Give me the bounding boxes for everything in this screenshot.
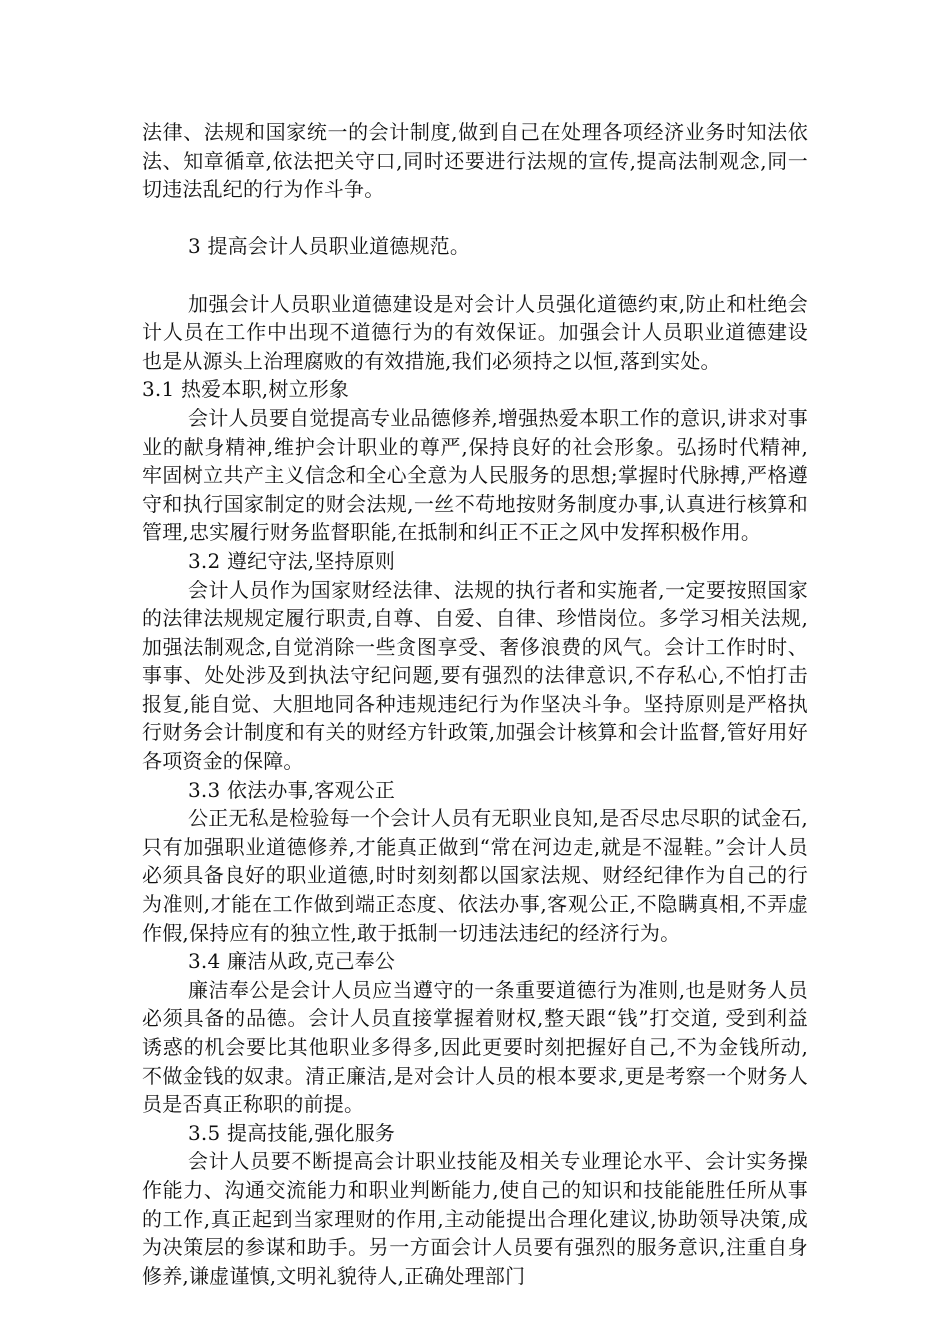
section-heading-3-4: 3.4 廉洁从政,克己奉公 (188, 949, 396, 974)
document-body (142, 118, 808, 1290)
paragraph-3-1: 会计人员要自觉提高专业品德修养,增强热爱本职工作的意识,讲求对事业的献身精神,维护会计职业的尊严,保持良好的社会形象。弘扬时代精神,牢固树立共产主义信念和全心全意为人民服务的思想;掌握时代脉搏,严格遵守和执行国家制定的财会法规,一丝不苟地按财务制度办事,认真进行核算和管理,忠实履行财务监督职能,在抵制和纠正不正之风中发挥积极作用。 (142, 405, 808, 545)
paragraph-3-4: 廉洁奉公是会计人员应当遵守的一条重要道德行为准则,也是财务人员必须具备的品德。会计人员直接掌握着财权,整天跟“钱”打交道, 受到利益诱惑的机会要比其他职业多得多,因此更要时刻把握好自己,不为金钱所动,不做金钱的奴隶。清正廉洁,是对会计人员的根本要求,更是考察一个财务人员是否真正称职的前提。 (142, 977, 808, 1117)
paragraph-legal-compliance: 法律、法规和国家统一的会计制度,做到自己在处理各项经济业务时知法依法、知章循章,依法把关守口,同时还要进行法规的宣传,提高法制观念,同一切违法乱纪的行为作斗争。 (142, 120, 808, 202)
paragraph-3-5: 会计人员要不断提高会计职业技能及相关专业理论水平、会计实务操作能力、沟通交流能力和职业判断能力,使自己的知识和技能能胜任所从事的工作,真正起到当家理财的作用,主动能提出合理化建议,协助领导决策,成为决策层的参谋和助手。另一方面会计人员要有强烈的服务意识,注重自身修养,谦虚谨慎,文明礼貌待人,正确处理部门 (142, 1149, 808, 1288)
section-heading-3: 3 提高会计人员职业道德规范。 (188, 234, 471, 259)
section-heading-3-5: 3.5 提高技能,强化服务 (188, 1120, 396, 1145)
paragraph-3-2: 会计人员作为国家财经法律、法规的执行者和实施者,一定要按照国家的法律法规规定履行职责,自尊、自爱、自律、珍惜岗位。多学习相关法规,加强法制观念,自觉消除一些贪图享受、奢侈浪费的风气。会计工作时时、事事、处处涉及到执法守纪问题,要有强烈的法律意识,不存私心,不怕打击报复,能自觉、大胆地同各种违规违纪行为作坚决斗争。坚持原则是严格执行财务会计制度和有关的财经方针政策,加强会计核算和会计监督,管好用好各项资金的保障。 (142, 577, 808, 774)
section-heading-3-3: 3.3 依法办事,客观公正 (188, 777, 396, 802)
section-heading-3-2: 3.2 遵纪守法,坚持原则 (188, 548, 396, 573)
section-heading-3-1: 3.1 热爱本职,树立形象 (142, 377, 350, 402)
paragraph-ethics-intro: 加强会计人员职业道德建设是对会计人员强化道德约束,防止和杜绝会计人员在工作中出现不道德行为的有效保证。加强会计人员职业道德建设也是从源头上治理腐败的有效措施,我们必须持之以恒,落到实处。 (142, 291, 808, 373)
paragraph-3-3: 公正无私是检验每一个会计人员有无职业良知,是否尽忠尽职的试金石,只有加强职业道德修养,才能真正做到“常在河边走,就是不湿鞋。”会计人员必须具备良好的职业道德,时时刻刻都以国家法规、财经纪律作为自己的行为准则,才能在工作做到端正态度、依法办事,客观公正,不隐瞒真相,不弄虚作假,保持应有的独立性,敢于抵制一切违法违纪的经济行为。 (142, 806, 808, 945)
